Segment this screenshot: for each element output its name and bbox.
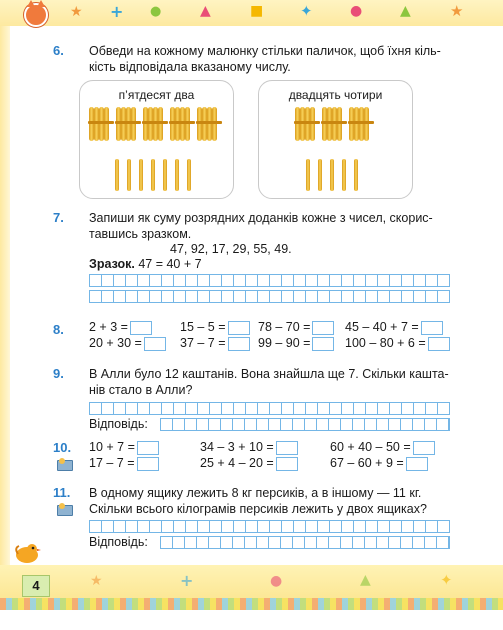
stick-bundle — [295, 107, 319, 141]
stick-bundle — [322, 107, 346, 141]
answer-box[interactable] — [276, 441, 298, 455]
answer-grid[interactable] — [89, 402, 450, 415]
single-stick[interactable] — [151, 159, 155, 191]
task-11-number: 11. — [53, 485, 71, 500]
answer-grid[interactable] — [160, 418, 450, 431]
single-stick[interactable] — [175, 159, 179, 191]
answer-grid[interactable] — [89, 290, 450, 303]
colorful-ruler-strip — [0, 598, 503, 610]
task-6-text-line1: Обведи на кожному малюнку стільки паличок, щоб їхня кіль- — [89, 44, 441, 58]
answer-box[interactable] — [228, 337, 250, 351]
expression: 20 + 30 = — [89, 336, 166, 351]
expression: 34 – 3 + 10 = — [200, 440, 298, 455]
stick-bundle — [89, 107, 113, 141]
star-icon: ★ — [450, 2, 464, 20]
stick-bundle — [170, 107, 194, 141]
task-6-number: 6. — [53, 43, 64, 58]
task-7-number: 7. — [53, 210, 64, 225]
task-9-text-line1: В Алли було 12 каштанів. Вона знайшла ще 7. Скільки кашта- — [89, 367, 449, 381]
expression: 2 + 3 = — [89, 320, 152, 335]
single-stick[interactable] — [318, 159, 322, 191]
task-7-sample — [89, 256, 202, 272]
single-stick[interactable] — [187, 159, 191, 191]
task-8-number: 8. — [53, 322, 64, 337]
single-stick[interactable] — [306, 159, 310, 191]
sample-label: Зразок. — [89, 257, 135, 271]
answer-box[interactable] — [413, 441, 435, 455]
answer-grid[interactable] — [160, 536, 450, 549]
answer-box[interactable] — [130, 321, 152, 335]
star-icon: ★ — [70, 4, 83, 20]
book-icon — [57, 458, 71, 470]
expression: 60 + 40 – 50 = — [330, 440, 435, 455]
circle-icon: ● — [150, 4, 162, 19]
answer-label: Відповідь: — [89, 535, 148, 549]
answer-box[interactable] — [312, 321, 334, 335]
single-stick[interactable] — [342, 159, 346, 191]
task-7-text-line1: Запиши як суму розрядних доданків кожне з чисел, скорис- — [89, 211, 433, 225]
task-9-number: 9. — [53, 366, 64, 381]
answer-box[interactable] — [421, 321, 443, 335]
answer-grid[interactable] — [89, 520, 450, 533]
task-10-number: 10. — [53, 440, 72, 455]
circle-icon: ● — [350, 3, 363, 19]
single-stick[interactable] — [354, 159, 358, 191]
expression: 17 – 7 = — [89, 456, 159, 471]
task-6-text-line2: кість відповідала вказаному числу. — [89, 60, 291, 74]
answer-box[interactable] — [276, 457, 298, 471]
answer-box[interactable] — [137, 457, 159, 471]
plus-icon: + — [110, 2, 124, 21]
answer-grid[interactable] — [89, 274, 450, 287]
task-11-text-line1: В одному ящику лежить 8 кг персиків, а в іншому — 11 кг. — [89, 486, 422, 500]
single-stick[interactable] — [139, 159, 143, 191]
plus-icon: + — [180, 571, 194, 590]
cat-mascot-icon — [24, 3, 48, 27]
stick-bundle — [143, 107, 167, 141]
expression: 78 – 70 = — [258, 320, 334, 335]
sticks-panel-2 — [258, 80, 413, 199]
circle-icon: ● — [270, 573, 283, 589]
book-icon — [57, 503, 71, 515]
expression: 99 – 90 = — [258, 336, 334, 351]
star-icon: ✦ — [300, 2, 313, 20]
panel-caption: двадцять чотири — [288, 88, 383, 102]
answer-box[interactable] — [228, 321, 250, 335]
answer-box[interactable] — [312, 337, 334, 351]
star-icon: ★ — [90, 573, 103, 589]
expression: 45 – 40 + 7 = — [345, 320, 443, 335]
triangle-icon: ▲ — [400, 3, 411, 19]
panel-caption: п’ятдесят два — [118, 88, 195, 102]
stick-bundle — [197, 107, 221, 141]
answer-label: Відповідь: — [89, 417, 148, 431]
expression: 10 + 7 = — [89, 440, 159, 455]
stick-bundle — [116, 107, 140, 141]
single-stick[interactable] — [127, 159, 131, 191]
single-stick[interactable] — [115, 159, 119, 191]
expression: 100 – 80 + 6 = — [345, 336, 450, 351]
task-9-text-line2: нів стало в Алли? — [89, 383, 193, 397]
expression: 15 – 5 = — [180, 320, 250, 335]
left-margin-strip — [0, 26, 10, 566]
task-7-numbers: 47, 92, 17, 29, 55, 49. — [170, 242, 292, 256]
triangle-icon: ▲ — [200, 3, 211, 19]
answer-box[interactable] — [428, 337, 450, 351]
sample-value: 47 = 40 + 7 — [138, 257, 202, 271]
single-stick[interactable] — [163, 159, 167, 191]
stick-bundle — [349, 107, 373, 141]
square-icon: ■ — [250, 3, 264, 19]
task-11-text-line2: Скільки всього кілограмів персиків лежить у двох ящиках? — [89, 502, 427, 516]
answer-box[interactable] — [406, 457, 428, 471]
bird-mascot-icon — [12, 540, 42, 564]
answer-box[interactable] — [137, 441, 159, 455]
star-icon: ✦ — [440, 571, 453, 589]
single-stick[interactable] — [330, 159, 334, 191]
page-number: 4 — [22, 575, 50, 597]
sticks-panel-1 — [79, 80, 234, 199]
top-decorative-band — [0, 0, 503, 26]
expression: 67 – 60 + 9 = — [330, 456, 428, 471]
expression: 37 – 7 = — [180, 336, 250, 351]
answer-box[interactable] — [144, 337, 166, 351]
expression: 25 + 4 – 20 = — [200, 456, 298, 471]
task-7-text-line2: тавшись зразком. — [89, 227, 192, 241]
triangle-icon: ▲ — [360, 572, 371, 588]
